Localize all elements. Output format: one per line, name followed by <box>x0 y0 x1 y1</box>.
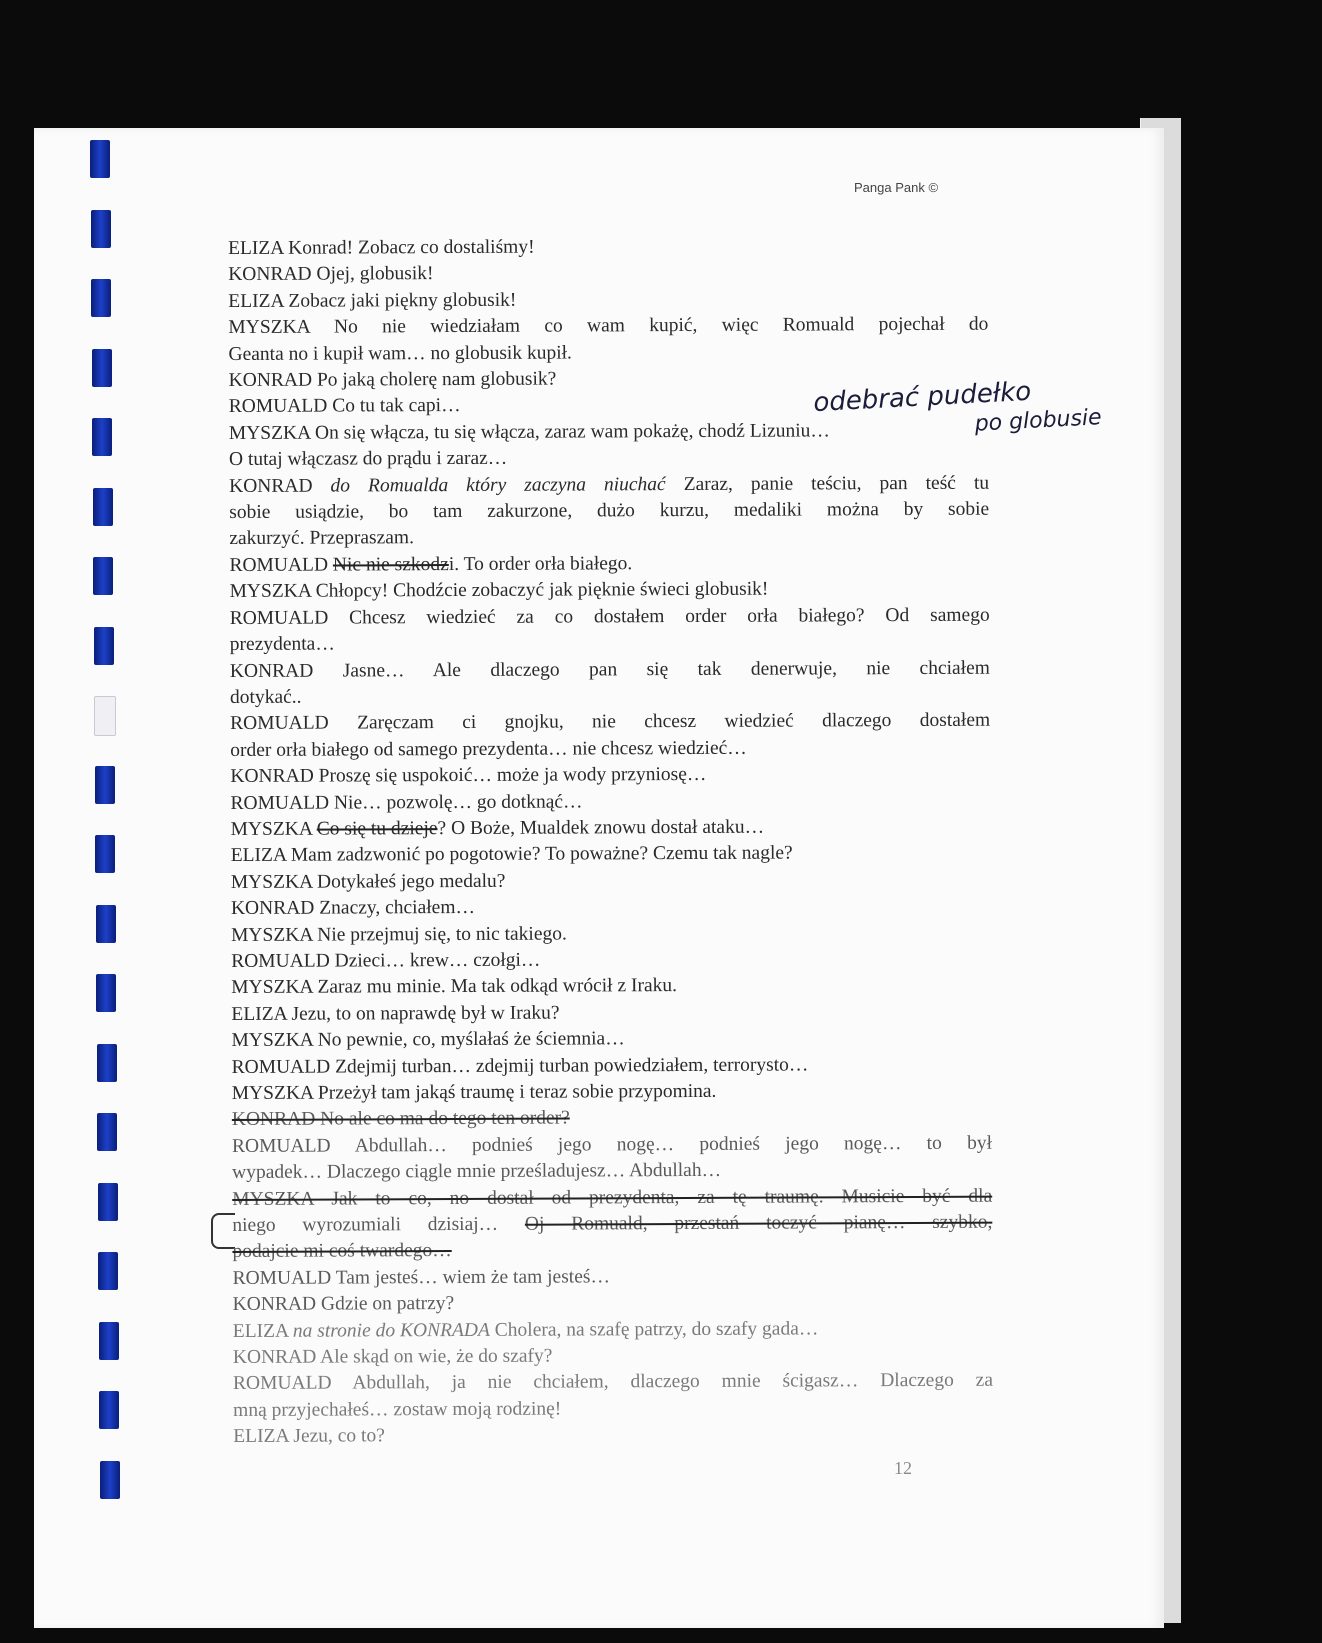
spiral-binding <box>34 128 164 1628</box>
dialogue-line <box>228 312 988 342</box>
dialogue-text: Chłopcy! Chodźcie zobaczyć jak pięknie świeci globusik! <box>315 578 769 602</box>
dialogue-text: Chcesz wiedzieć za co dostałem order orła białego? Od samego <box>349 604 990 629</box>
dialogue-text: Dotykałeś jego medalu? <box>316 870 506 893</box>
dialogue-line <box>231 814 991 844</box>
dialogue-line <box>232 1130 992 1160</box>
dialogue-line <box>229 550 989 580</box>
dialogue-line <box>229 470 989 500</box>
dialogue-line <box>229 444 989 474</box>
binding-coil <box>95 835 115 873</box>
dialogue-text: No nie wiedziałam co wam kupić, więc Romuald pojechał do <box>333 313 989 338</box>
binding-coil <box>94 627 114 665</box>
speaker-name: MYSZKA <box>228 316 310 339</box>
dialogue-line <box>229 391 989 421</box>
binding-coil <box>99 1322 119 1360</box>
dialogue-text: Nie przejmuj się, to nic takiego. <box>317 923 567 946</box>
dialogue-line <box>232 1157 992 1187</box>
dialogue-text: Po jaką cholerę nam globusik? <box>316 368 557 391</box>
binding-coil <box>97 1113 117 1151</box>
dialogue-text: ? O Boże, Mualdek znowu dostał ataku… <box>437 816 765 840</box>
dialogue-text: Co tu tak capi… <box>332 395 461 417</box>
dialogue-line <box>229 497 989 527</box>
speaker-name: MYSZKA <box>231 1082 314 1104</box>
dialogue-text: Jezu, to on naprawdę był w Iraku? <box>291 1002 560 1025</box>
speaker-name: ELIZA <box>232 1320 289 1342</box>
dialogue-line <box>233 1368 993 1398</box>
dialogue-line <box>231 866 991 896</box>
dialogue-line <box>231 893 991 923</box>
dialogue-text: sobie usiądzie, bo tam zakurzone, dużo kurzu, medaliki można by sobie <box>229 498 990 524</box>
binding-coil <box>95 766 115 804</box>
dialogue-line <box>233 1342 993 1372</box>
speaker-name: KONRAD <box>228 369 313 392</box>
binding-coil <box>98 1252 118 1290</box>
stage-direction: do Romualda który zaczyna niuchać <box>330 473 666 497</box>
dialogue-line <box>230 708 990 738</box>
binding-coil <box>97 1044 117 1082</box>
speaker-name: ELIZA <box>231 1003 287 1025</box>
speaker-name: ELIZA <box>228 290 284 312</box>
dialogue-line <box>232 1210 992 1240</box>
speaker-name: KONRAD <box>232 1346 317 1369</box>
dialogue-line <box>230 629 990 659</box>
dialogue-line <box>229 523 989 553</box>
struck-text: Oj Romuald, przestań toczyć pianę… szybko, <box>524 1211 993 1235</box>
dialogue-line <box>232 1078 992 1108</box>
dialogue-text: zakurzyć. Przepraszam. <box>229 527 414 550</box>
dialogue-text: mną przyjechałeś… zostaw moją rodzinę! <box>233 1398 562 1421</box>
dialogue-text: niego wyrozumiali dzisiaj… <box>232 1213 525 1237</box>
dialogue-text: Jezu, co to? <box>293 1425 385 1448</box>
binding-coil <box>99 1391 119 1429</box>
speaker-name: ELIZA <box>230 845 286 867</box>
dialogue-text: wypadek… Dlaczego ciągle mnie prześladujesz… Abdullah… <box>232 1160 722 1184</box>
dialogue-line <box>230 602 990 632</box>
speaker-name: ROMUALD <box>229 607 329 629</box>
struck-text: MYSZKA Jak to co, no dostał od prezydenta, za tę traumę. Musicie być dla <box>232 1185 993 1210</box>
dialogue-line <box>230 734 990 764</box>
speaker-name: ROMUALD <box>230 712 329 735</box>
binding-coil <box>92 418 112 456</box>
dialogue-line <box>229 418 989 448</box>
speaker-name: MYSZKA <box>231 924 313 946</box>
dialogue-line <box>230 761 990 791</box>
dialogue-line <box>229 576 989 606</box>
dialogue-line <box>233 1395 993 1425</box>
dialogue-line <box>229 365 989 395</box>
speaker-name: KONRAD <box>229 660 314 682</box>
speaker-name: ROMUALD <box>229 554 329 576</box>
speaker-name: ROMUALD <box>231 1056 331 1078</box>
binding-coil <box>91 279 111 317</box>
speaker-name: MYSZKA <box>228 422 311 444</box>
dialogue-text: dotykać.. <box>229 686 302 708</box>
dialogue-text: Zdejmij turban… zdejmij turban powiedziałem, terrorysto… <box>335 1054 809 1078</box>
speaker-name: ROMUALD <box>231 950 330 972</box>
handwritten-note-line2: po globusie <box>974 405 1103 437</box>
dialogue-line <box>232 1263 992 1293</box>
dialogue-text: Mam zadzwonić po pogotowie? To poważne? Czemu tak nagle? <box>290 842 793 867</box>
struck-text: podajcie mi coś twardego… <box>232 1240 452 1263</box>
speaker-name: KONRAD <box>230 897 315 920</box>
speaker-name: KONRAD <box>232 1293 317 1316</box>
binding-coil <box>96 974 116 1012</box>
dialogue-text: Abdullah… podnieś jego nogę… podnieś jego nogę… to był <box>354 1132 993 1157</box>
speaker-name: KONRAD <box>230 765 314 788</box>
dialogue-text: Ale skąd on wie, że do szafy? <box>320 1345 553 1368</box>
binding-coil <box>90 140 110 178</box>
dialogue-text: On się włącza, tu się włącza, zaraz wam pokażę, chodź Lizuniu… <box>314 420 830 444</box>
binding-coil <box>94 696 116 736</box>
struck-text: Nic nie szkodz <box>332 553 449 576</box>
struck-text: Co się tu dzieje <box>316 818 438 840</box>
speaker-name: MYSZKA <box>229 580 311 603</box>
binding-coil <box>93 557 113 595</box>
dialogue-text: Jasne… Ale dlaczego pan się tak denerwuje, nie chciałem <box>342 657 990 682</box>
dialogue-line <box>231 840 991 870</box>
dialogue-line <box>228 259 988 289</box>
dialogue-text: Zaręczam ci gnojku, nie chcesz wiedzieć dlaczego dostałem <box>357 709 991 734</box>
dialogue-text: Tam jesteś… wiem że tam jesteś… <box>335 1266 610 1289</box>
speaker-name: MYSZKA <box>230 818 312 840</box>
dialogue-text: No pewnie, co, myślałaś że ściemnia… <box>317 1028 625 1051</box>
speaker-name: ELIZA <box>228 237 284 259</box>
speaker-name: KONRAD <box>228 264 312 286</box>
dialogue-line <box>232 1104 992 1134</box>
dialogue-text: O tutaj włączasz do prądu i zaraz… <box>228 448 508 471</box>
dialogue-text: order orła białego od samego prezydenta… nie chcesz wiedzieć… <box>230 737 747 761</box>
binding-coil <box>98 1183 118 1221</box>
page-number: 12 <box>894 1458 912 1478</box>
speaker-name: ROMUALD <box>230 792 330 814</box>
dialogue-text: Zaraz mu minie. Ma tak odkąd wrócił z Iraku. <box>317 975 678 998</box>
dialogue-line <box>231 919 991 949</box>
dialogue-line <box>232 1051 992 1081</box>
binding-coil <box>92 349 112 387</box>
struck-text: KONRAD No ale co ma do tego ten order? <box>231 1107 570 1131</box>
dialogue-text: Zobacz jaki piękny globusik! <box>288 289 517 312</box>
dialogue-body <box>228 233 993 1451</box>
dialogue-text: Zaraz, panie teściu, pan teść tu <box>683 472 990 495</box>
speaker-name: ROMUALD <box>232 1373 332 1395</box>
dialogue-text: Konrad! Zobacz co dostaliśmy! <box>288 236 535 259</box>
dialogue-line <box>232 1236 992 1266</box>
dialogue-line <box>231 998 991 1028</box>
dialogue-line <box>228 285 988 315</box>
speaker-name: ROMUALD <box>231 1135 331 1157</box>
dialogue-line <box>231 946 991 976</box>
dialogue-text: Proszę się uspokoić… może ja wody przyniosę… <box>318 764 707 787</box>
dialogue-line <box>231 972 991 1002</box>
dialogue-text: Nie… pozwolę… go dotknąć… <box>333 790 583 814</box>
dialogue-text: prezydenta… <box>229 633 335 656</box>
speaker-name: ROMUALD <box>232 1267 332 1289</box>
dialogue-text: Geanta no i kupił wam… no globusik kupił. <box>228 342 572 365</box>
dialogue-text: Abdullah, ja nie chciałem, dlaczego mnie ścigasz… Dlaczego za <box>352 1370 994 1394</box>
handwritten-note-line1: odebrać pudełko <box>812 376 1032 419</box>
dialogue-line <box>228 233 988 263</box>
dialogue-line <box>233 1289 993 1319</box>
dialogue-text: i. To order orła białego. <box>448 553 633 575</box>
dialogue-line <box>230 787 990 817</box>
speaker-name: KONRAD <box>229 475 313 497</box>
dialogue-text: Dzieci… krew… czołgi… <box>334 949 541 972</box>
dialogue-text: Znaczy, chciałem… <box>319 897 476 919</box>
dialogue-line <box>233 1421 993 1451</box>
binding-coil <box>93 488 113 526</box>
page-header: Panga Pank © <box>854 180 939 195</box>
dialogue-line <box>232 1183 992 1213</box>
speaker-name: ELIZA <box>233 1426 289 1448</box>
dialogue-line <box>230 682 990 712</box>
stage-direction: na stronie do KONRADA <box>292 1319 490 1342</box>
dialogue-line <box>233 1315 993 1345</box>
dialogue-text: Gdzie on patrzy? <box>320 1293 455 1315</box>
script-page <box>34 128 1164 1628</box>
dialogue-text: Ojej, globusik! <box>316 263 434 286</box>
binding-coil <box>100 1461 120 1499</box>
binding-coil <box>91 210 111 248</box>
speaker-name: MYSZKA <box>231 977 313 999</box>
dialogue-line <box>228 338 988 368</box>
dialogue-text: Przeżył tam jakąś traumę i teraz sobie przypomina. <box>317 1080 717 1104</box>
dialogue-text: Cholera, na szafę patrzy, do szafy gada… <box>494 1318 819 1341</box>
dialogue-line <box>231 1025 991 1055</box>
binding-coil <box>96 905 116 943</box>
dialogue-line <box>230 655 990 685</box>
speaker-name: ROMUALD <box>228 396 328 418</box>
speaker-name: MYSZKA <box>230 871 313 893</box>
speaker-name: MYSZKA <box>231 1029 313 1052</box>
